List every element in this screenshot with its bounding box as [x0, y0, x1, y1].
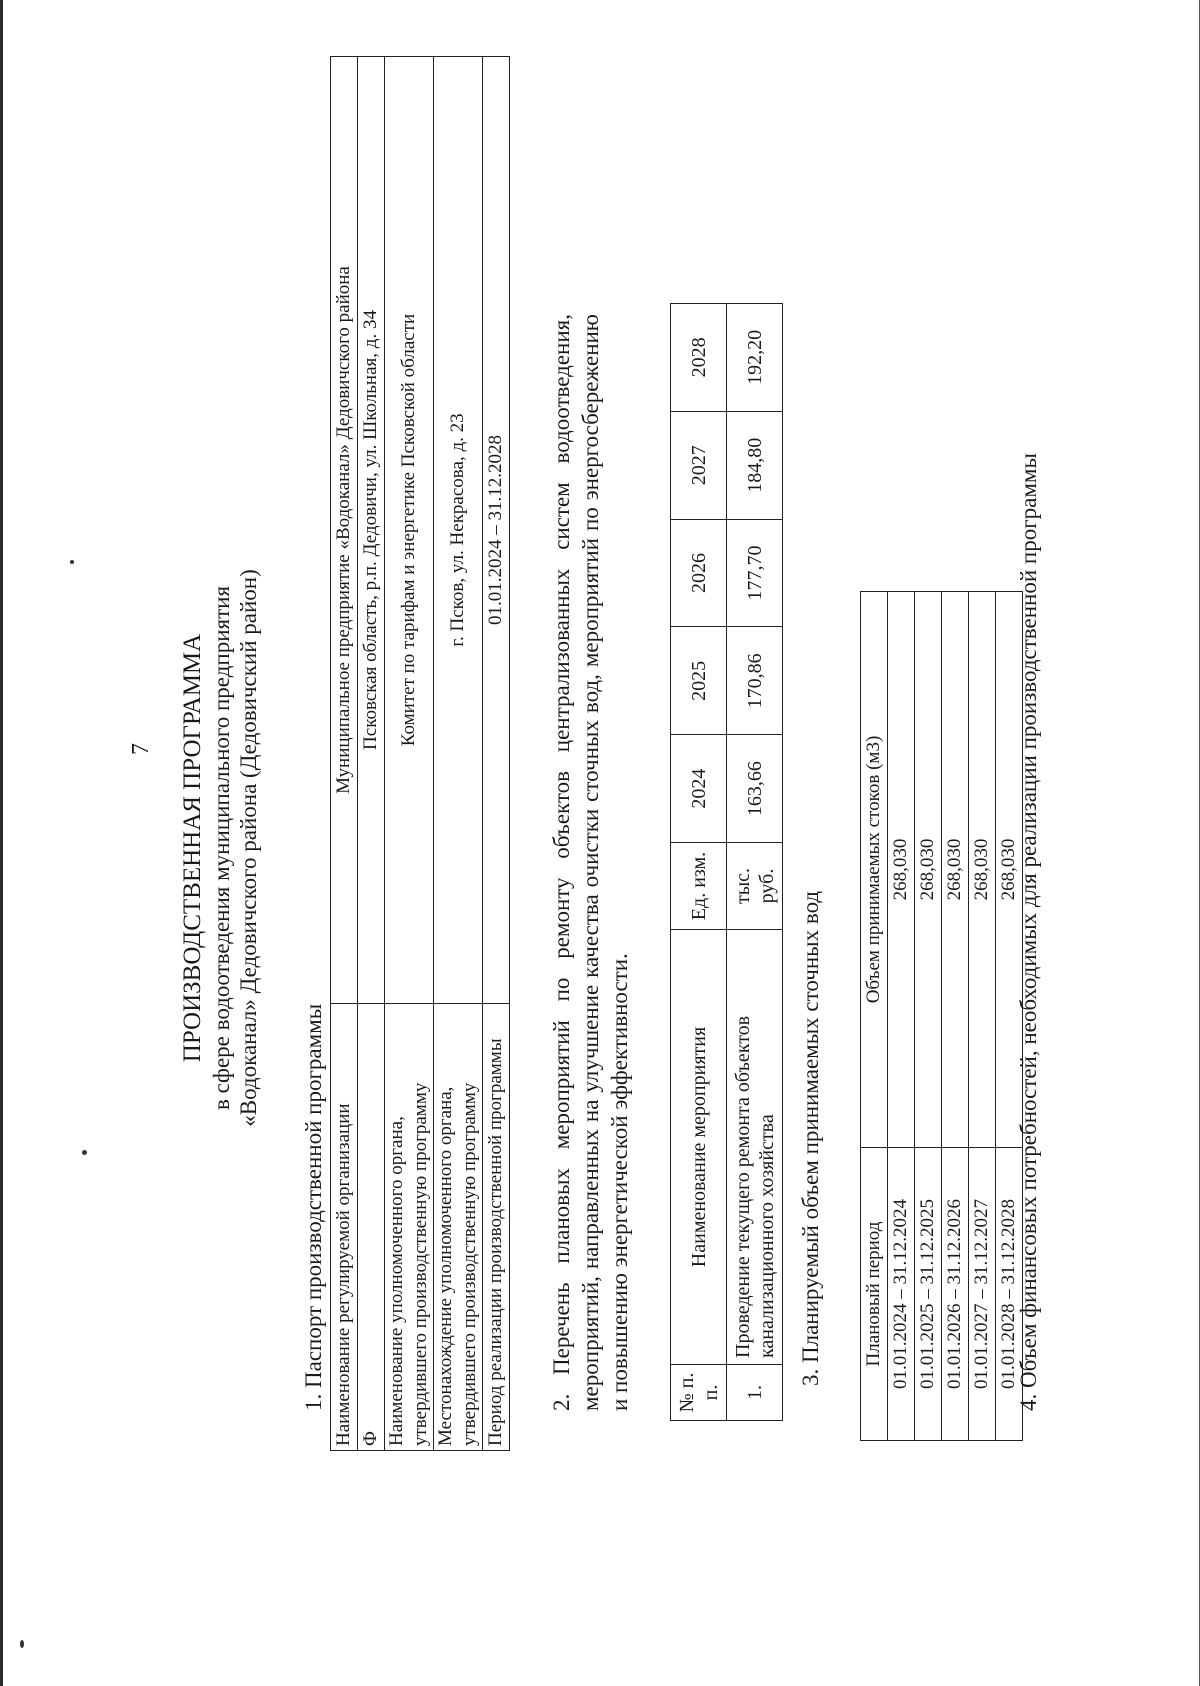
measure-value: 192,20 [727, 304, 783, 412]
measure-name: Проведение текущего ремонта объектов канализационного хозяйства [727, 930, 783, 1365]
column-header: 2026 [671, 519, 727, 627]
table-header-row [671, 304, 727, 1421]
passport-table [330, 56, 510, 1451]
volume-cell: 268,030 [915, 592, 942, 1148]
volume-cell: 268,030 [996, 592, 1023, 1148]
table-row [434, 57, 483, 1451]
measures-table [670, 303, 783, 1421]
column-header: 2027 [671, 411, 727, 519]
section-2-heading: 2. Перечень плановых мероприятий по ремонту объектов централизованных систем водоотведения, мероприятий, направленных на улучшение качества очистки сточных вод, мероприятий по энергосбережению и повышению энергетической эффективности. [549, 314, 632, 1411]
section-1-heading: 1. Паспорт производственной программы [301, 1003, 326, 1411]
period-cell: 01.01.2025 – 31.12.2025 [915, 1148, 942, 1441]
table-header-row [861, 592, 888, 1441]
column-header: Наименование мероприятия [671, 930, 727, 1365]
column-header: Ед. изм. [671, 843, 727, 930]
passport-label: Местонахождение уполномоченного органа, утвердившего производственную программу [434, 1004, 483, 1451]
passport-value: 01.01.2024 – 31.12.2028 [483, 57, 510, 1004]
table-row [483, 57, 510, 1451]
table-row [969, 592, 996, 1441]
period-cell: 01.01.2028 – 31.12.2028 [996, 1148, 1023, 1441]
section-4-heading: 4. Объем финансовых потребностей, необходимых для реализации производственной программы [1016, 453, 1041, 1411]
measure-unit: тыс. руб. [727, 843, 783, 930]
table-row [888, 592, 915, 1441]
measure-value: 170,86 [727, 627, 783, 735]
volume-table [860, 591, 1023, 1441]
table-row [331, 57, 358, 1451]
column-header: 2025 [671, 627, 727, 735]
period-cell: 01.01.2027 – 31.12.2027 [969, 1148, 996, 1441]
page-number: 7 [128, 743, 154, 755]
volume-cell: 268,030 [942, 592, 969, 1148]
table-row [727, 304, 783, 1421]
period-cell: 01.01.2026 – 31.12.2026 [942, 1148, 969, 1441]
measure-value: 163,66 [727, 735, 783, 843]
document-subtitle-line: в сфере водоотведения муниципального предприятия [209, 585, 234, 1111]
passport-label: Наименование уполномоченного органа, утвердившего производственную программу [385, 1004, 434, 1451]
column-header: № п. п. [671, 1365, 727, 1421]
measure-value: 184,80 [727, 411, 783, 519]
column-header: Плановый период [861, 1148, 888, 1441]
passport-label: Период реализации производственной программы [483, 1004, 510, 1451]
passport-value: г. Псков, ул. Некрасова, д. 23 [434, 57, 483, 1004]
column-header: 2028 [671, 304, 727, 412]
table-row [915, 592, 942, 1441]
title-block [178, 10, 262, 1686]
table-row [942, 592, 969, 1441]
section-3-heading: 3. Планируемый объем принимаемых сточных вод [798, 890, 823, 1386]
row-number: 1. [727, 1365, 783, 1421]
volume-cell: 268,030 [888, 592, 915, 1148]
measure-value: 177,70 [727, 519, 783, 627]
passport-label: Ф [358, 1004, 385, 1451]
passport-label: Наименование регулируемой организации [331, 1004, 358, 1451]
table-row [385, 57, 434, 1451]
table-row [358, 57, 385, 1451]
document-subtitle-line: «Водоканал» Дедовичского района (Дедовичский район) [236, 569, 261, 1127]
passport-value: Муниципальное предприятие «Водоканал» Дедовичского района [331, 57, 358, 1004]
volume-cell: 268,030 [969, 592, 996, 1148]
period-cell: 01.01.2024 – 31.12.2024 [888, 1148, 915, 1441]
column-header: Объем принимаемых стоков (м3) [861, 592, 888, 1148]
passport-value: Комитет по тарифам и энергетике Псковской области [385, 57, 434, 1004]
document-title: ПРОИЗВОДСТВЕННАЯ ПРОГРАММА [179, 633, 206, 1063]
column-header: 2024 [671, 735, 727, 843]
passport-value: Псковская область, р.п. Дедовичи, ул. Школьная, д. 34 [358, 57, 385, 1004]
